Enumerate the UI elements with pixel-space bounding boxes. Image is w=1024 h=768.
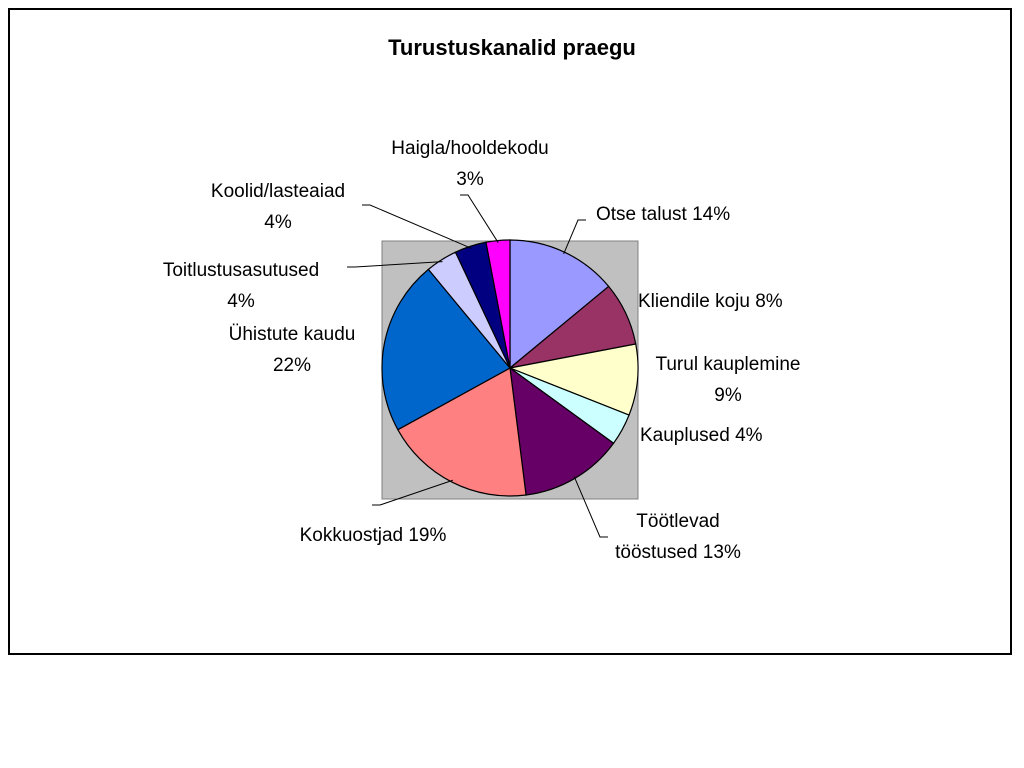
slice-label: Koolid/lasteaiad 4% [210, 181, 346, 233]
slice-label: Toitlustusasutused 4% [162, 260, 320, 312]
slice-label: Ühistute kaudu 22% [228, 324, 356, 376]
pie-slices [382, 240, 638, 496]
leader-line [460, 195, 498, 243]
slice-label: Kauplused 4% [640, 425, 763, 446]
chart-title: Turustuskanalid praegu [388, 35, 636, 60]
slice-label: Töötlevad tööstused 13% [615, 511, 741, 563]
slice-label: Otse talust 14% [596, 204, 731, 225]
slice-label: Kliendile koju 8% [638, 291, 783, 312]
chart-frame [8, 8, 1012, 655]
slice-label: Haigla/hooldekodu 3% [391, 138, 549, 190]
pie-chart [10, 10, 1010, 653]
slice-label: Kokkuostjad 19% [299, 525, 447, 546]
slice-label: Turul kauplemine 9% [655, 354, 801, 406]
